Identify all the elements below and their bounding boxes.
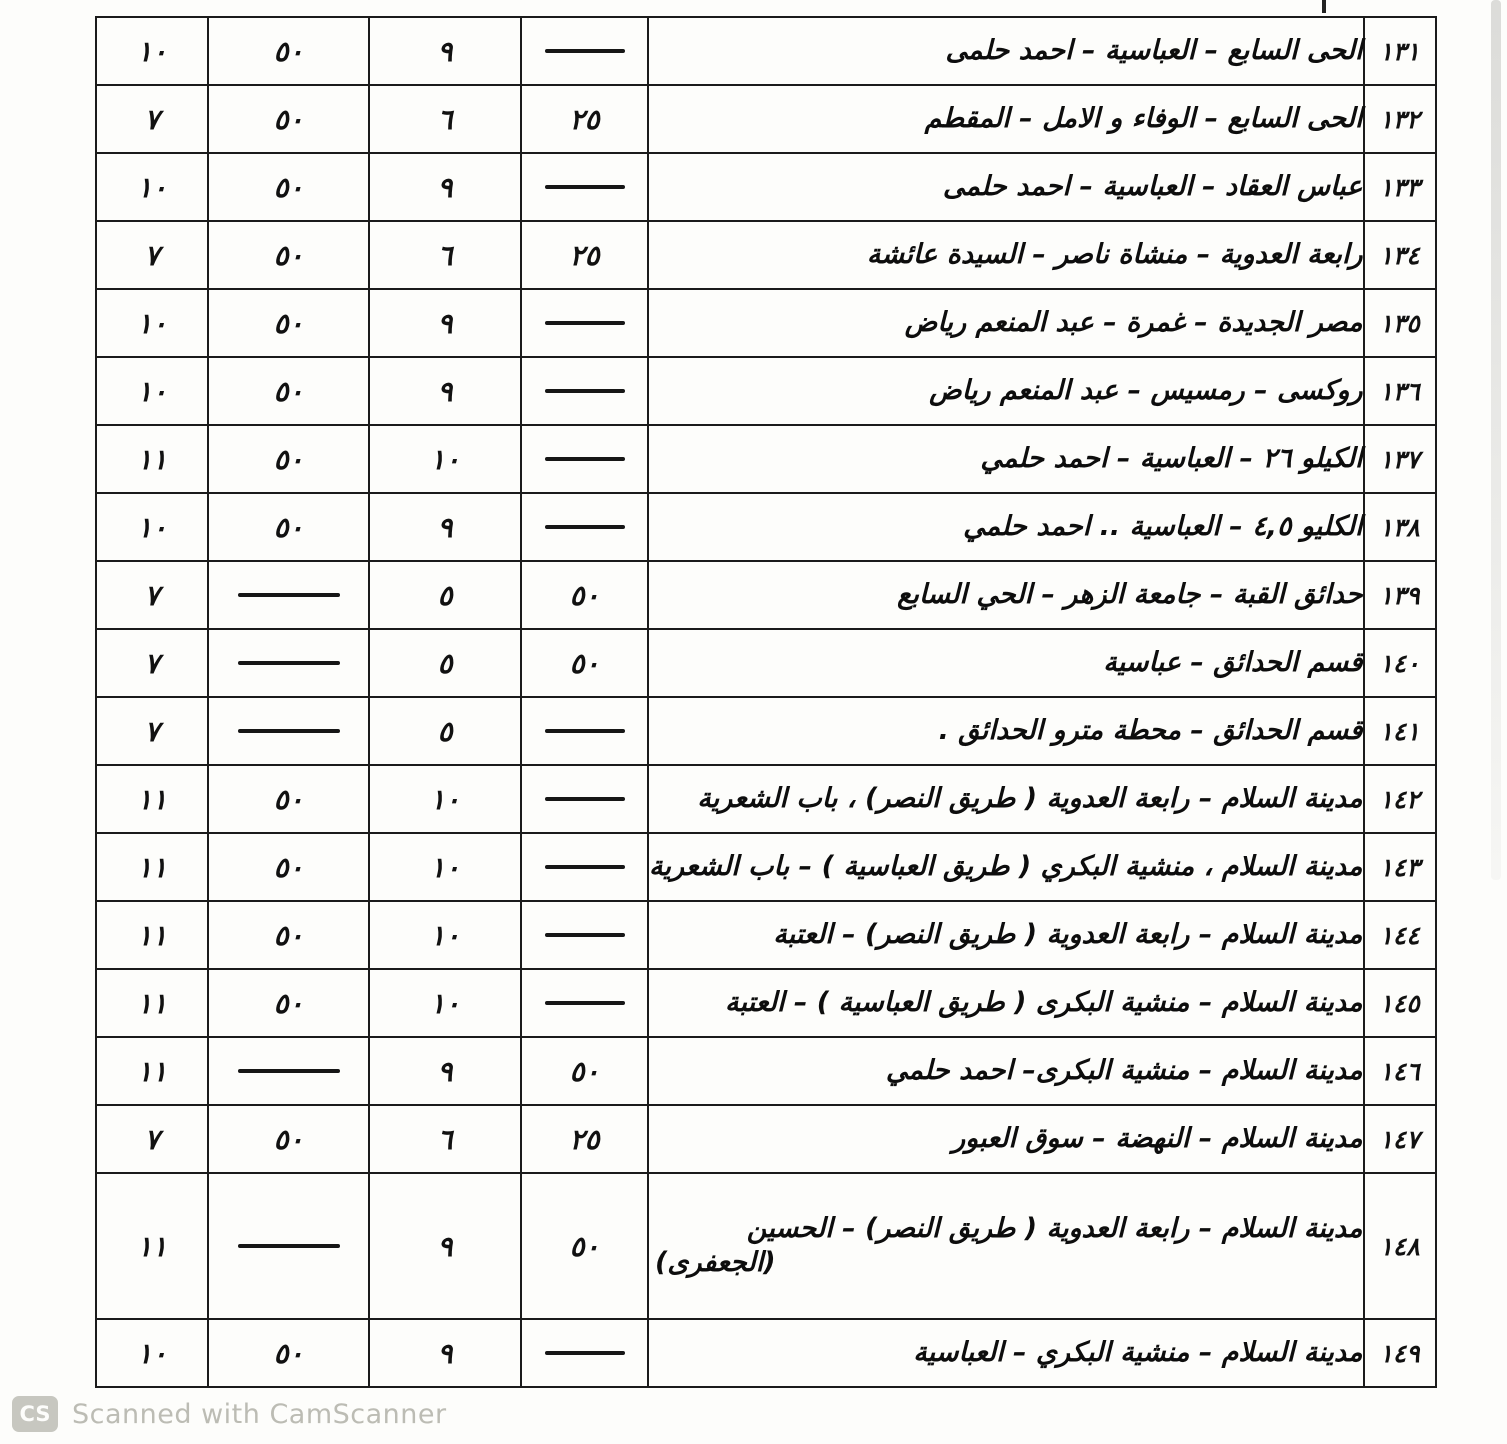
fare-cell	[369, 629, 521, 697]
route-number-cell	[1364, 697, 1436, 765]
fare-value: ٥٠	[273, 986, 304, 1020]
route-number-cell	[1364, 289, 1436, 357]
route-number-cell	[1364, 1173, 1436, 1319]
fare-value: ١٠	[136, 1336, 168, 1370]
dash-mark	[545, 797, 625, 801]
fare-value: ٧	[144, 714, 160, 748]
fare-cell	[521, 765, 648, 833]
fare-cell	[96, 1105, 208, 1173]
route-description-cell	[648, 629, 1364, 697]
fare-cell	[96, 629, 208, 697]
fare-cell	[96, 425, 208, 493]
route-number: ١٤٢	[1379, 784, 1420, 814]
fare-cell	[521, 697, 648, 765]
fare-value: ٥٠	[273, 170, 304, 204]
fare-value: ٥٠	[273, 782, 304, 816]
fare-cell	[96, 85, 208, 153]
route-number-cell	[1364, 901, 1436, 969]
fare-value: ١١	[136, 918, 168, 952]
fare-value: ٩	[437, 510, 453, 544]
fare-cell	[208, 697, 369, 765]
route-description-cell	[648, 17, 1364, 85]
route-description: مدينة السلام – رابعة العدوية ( طريق النصر) – العتبة	[773, 919, 1363, 951]
dash-mark	[238, 593, 340, 597]
route-description-cell	[648, 1037, 1364, 1105]
route-description-cell	[648, 1105, 1364, 1173]
fare-value: ٥٠	[273, 34, 304, 68]
route-description: مدينة السلام ، منشية البكري ( طريق العباسية ) – باب الشعرية	[649, 851, 1363, 883]
fare-value: ٥٠	[273, 850, 304, 884]
fare-value: ١٠	[429, 986, 461, 1020]
fare-cell	[208, 1173, 369, 1319]
dash-mark	[238, 1244, 340, 1248]
fare-cell	[208, 969, 369, 1037]
route-number: ١٤٥	[1379, 988, 1420, 1018]
route-description-cell	[648, 221, 1364, 289]
dash-mark	[545, 1001, 625, 1005]
fare-cell	[208, 765, 369, 833]
fare-value: ١٠	[136, 34, 168, 68]
route-description: مدينة السلام – رابعة العدوية ( طريق النصر) ، باب الشعرية	[697, 783, 1363, 815]
fare-cell	[521, 561, 648, 629]
route-number: ١٣٥	[1379, 308, 1420, 338]
fare-cell	[96, 1173, 208, 1319]
fare-cell	[96, 561, 208, 629]
route-description-cell	[648, 969, 1364, 1037]
fare-cell	[369, 1319, 521, 1387]
route-row	[96, 1105, 1436, 1173]
route-row	[96, 1173, 1436, 1319]
fare-cell	[208, 221, 369, 289]
route-number: ١٣٨	[1379, 512, 1420, 542]
fare-value: ٥٠	[273, 442, 304, 476]
route-number-cell	[1364, 493, 1436, 561]
fare-cell	[521, 1173, 648, 1319]
fare-value: ٩	[437, 1336, 453, 1370]
fare-cell	[208, 493, 369, 561]
fare-cell	[96, 17, 208, 85]
bus-routes-table	[95, 16, 1437, 1388]
fare-value: ٥	[437, 646, 453, 680]
fare-cell	[369, 969, 521, 1037]
dash-mark	[545, 321, 625, 325]
fare-value: ٧	[144, 578, 160, 612]
route-number: ١٣٢	[1379, 104, 1420, 134]
fare-cell	[369, 901, 521, 969]
dash-mark	[545, 49, 625, 53]
fare-value: ٢٥	[569, 1122, 600, 1156]
fare-value: ٩	[437, 34, 453, 68]
fare-value: ٧	[144, 646, 160, 680]
fare-value: ٢٥	[569, 102, 600, 136]
route-row	[96, 289, 1436, 357]
route-number-cell	[1364, 561, 1436, 629]
fare-value: ١٠	[136, 374, 168, 408]
dash-mark	[238, 1069, 340, 1073]
fare-value: ٩	[437, 170, 453, 204]
route-description-cell	[648, 493, 1364, 561]
fare-cell	[208, 85, 369, 153]
route-description: عباس العقاد – العباسية – احمد حلمى	[942, 171, 1363, 203]
route-description: مصر الجديدة – غمرة – عبد المنعم رياض	[904, 307, 1363, 339]
fare-cell	[369, 85, 521, 153]
fare-cell	[96, 901, 208, 969]
route-number-cell	[1364, 969, 1436, 1037]
route-number: ١٣٦	[1379, 376, 1420, 406]
camscanner-watermark	[12, 1396, 447, 1432]
fare-cell	[369, 561, 521, 629]
fare-cell	[208, 629, 369, 697]
fare-cell	[521, 833, 648, 901]
route-description: الكيلو ٢٦ – العباسية – احمد حلمي	[980, 443, 1363, 475]
fare-value: ٥٠	[569, 1054, 600, 1088]
fare-cell	[369, 1105, 521, 1173]
fare-value: ١٠	[429, 918, 461, 952]
fare-value: ٢٥	[569, 238, 600, 272]
route-number-cell	[1364, 629, 1436, 697]
route-description-cell	[648, 765, 1364, 833]
fare-value: ٥٠	[273, 306, 304, 340]
fare-value: ٩	[437, 374, 453, 408]
fare-value: ٥	[437, 578, 453, 612]
fare-value: ٥٠	[569, 646, 600, 680]
route-number: ١٤٩	[1379, 1338, 1420, 1368]
fare-cell	[521, 969, 648, 1037]
fare-cell	[521, 493, 648, 561]
fare-value: ١١	[136, 442, 168, 476]
fare-cell	[369, 1037, 521, 1105]
fare-cell	[96, 153, 208, 221]
route-description: الكليو ٤,٥ – العباسية .. احمد حلمي	[963, 511, 1363, 543]
fare-cell	[208, 153, 369, 221]
fare-cell	[369, 1173, 521, 1319]
fare-cell	[521, 629, 648, 697]
route-description-cell	[648, 1173, 1364, 1319]
route-number: ١٣٣	[1379, 172, 1420, 202]
route-row	[96, 697, 1436, 765]
fare-value: ١٠	[429, 850, 461, 884]
fare-value: ٩	[437, 306, 453, 340]
fare-cell	[521, 901, 648, 969]
fare-cell	[521, 153, 648, 221]
dash-mark	[545, 457, 625, 461]
fare-value: ١٠	[429, 442, 461, 476]
route-number: ١٤٧	[1379, 1124, 1420, 1154]
route-row	[96, 153, 1436, 221]
fare-cell	[208, 289, 369, 357]
route-number: ١٣٤	[1379, 240, 1420, 270]
fare-cell	[369, 357, 521, 425]
fare-value: ١٠	[429, 782, 461, 816]
fare-cell	[208, 901, 369, 969]
route-number: ١٣٩	[1379, 580, 1420, 610]
route-description: قسم الحدائق – محطة مترو الحدائق .	[938, 715, 1363, 747]
route-description: مدينة السلام – منشية البكري – العباسية	[913, 1337, 1363, 1369]
fare-value: ٧	[144, 102, 160, 136]
route-row	[96, 1319, 1436, 1387]
dash-mark	[545, 1351, 625, 1355]
fare-cell	[96, 969, 208, 1037]
fare-cell	[369, 289, 521, 357]
route-number-cell	[1364, 221, 1436, 289]
route-row	[96, 493, 1436, 561]
route-row	[96, 765, 1436, 833]
route-row	[96, 357, 1436, 425]
fare-cell	[208, 1319, 369, 1387]
route-number: ١٤٤	[1379, 920, 1420, 950]
fare-value: ٥٠	[273, 918, 304, 952]
fare-value: ٧	[144, 1122, 160, 1156]
route-number-cell	[1364, 1319, 1436, 1387]
route-description-cell	[648, 697, 1364, 765]
fare-value: ٧	[144, 238, 160, 272]
fare-cell	[521, 221, 648, 289]
fare-value: ١١	[136, 1054, 168, 1088]
route-row	[96, 17, 1436, 85]
route-description: مدينة السلام – النهضة – سوق العبور	[952, 1123, 1363, 1155]
fare-cell	[208, 833, 369, 901]
route-number: ١٤١	[1379, 716, 1420, 746]
dash-mark	[545, 185, 625, 189]
fare-value: ٩	[437, 1054, 453, 1088]
fare-cell	[521, 1105, 648, 1173]
route-number-cell	[1364, 833, 1436, 901]
route-description-cell	[648, 85, 1364, 153]
fare-value: ٥٠	[273, 102, 304, 136]
fare-cell	[369, 221, 521, 289]
route-number-cell	[1364, 1037, 1436, 1105]
fare-cell	[521, 289, 648, 357]
fare-value: ٥٠	[273, 374, 304, 408]
route-number: ١٤٨	[1379, 1231, 1420, 1261]
dash-mark	[545, 525, 625, 529]
fare-cell	[521, 17, 648, 85]
fare-value: ١٠	[136, 306, 168, 340]
cropped-row-mark	[1322, 0, 1326, 13]
fare-cell	[369, 17, 521, 85]
route-row	[96, 629, 1436, 697]
route-row	[96, 901, 1436, 969]
route-description-cell	[648, 425, 1364, 493]
route-description-cell	[648, 901, 1364, 969]
fare-cell	[208, 425, 369, 493]
route-description: رابعة العدوية – منشاة ناصر – السيدة عائشة	[866, 239, 1363, 271]
route-description-cell	[648, 561, 1364, 629]
route-row	[96, 425, 1436, 493]
fare-cell	[96, 833, 208, 901]
fare-value: ١١	[136, 850, 168, 884]
fare-cell	[521, 357, 648, 425]
route-description-continuation: (الجعفرى)	[655, 1247, 776, 1279]
route-description-cell	[648, 1319, 1364, 1387]
dash-mark	[545, 389, 625, 393]
fare-value: ٩	[437, 1229, 453, 1263]
route-description: قسم الحدائق – عباسية	[1103, 647, 1363, 679]
fare-value: ٥٠	[569, 578, 600, 612]
scan-edge-shadow	[1491, 0, 1501, 880]
fare-cell	[521, 1319, 648, 1387]
fare-cell	[208, 357, 369, 425]
fare-value: ٦	[437, 238, 453, 272]
fare-value: ٥	[437, 714, 453, 748]
fare-value: ١١	[136, 782, 168, 816]
dash-mark	[545, 865, 625, 869]
dash-mark	[545, 729, 625, 733]
route-description: الحى السابع – العباسية – احمد حلمى	[945, 35, 1363, 67]
fare-cell	[521, 425, 648, 493]
fare-cell	[369, 493, 521, 561]
fare-value: ١٠	[136, 510, 168, 544]
route-row	[96, 221, 1436, 289]
route-number: ١٤٠	[1379, 648, 1420, 678]
fare-cell	[208, 561, 369, 629]
route-description: الحى السابع – الوفاء و الامل – المقطم	[924, 103, 1363, 135]
route-number: ١٣٧	[1379, 444, 1420, 474]
route-number-cell	[1364, 153, 1436, 221]
route-number-cell	[1364, 17, 1436, 85]
route-description: مدينة السلام – رابعة العدوية ( طريق النصر) – الحسين	[746, 1212, 1363, 1244]
fare-cell	[96, 765, 208, 833]
camscanner-icon	[12, 1396, 58, 1432]
fare-value: ٥٠	[569, 1229, 600, 1263]
route-row	[96, 85, 1436, 153]
route-description-cell	[648, 357, 1364, 425]
route-description-cell	[648, 153, 1364, 221]
route-number: ١٤٣	[1379, 852, 1420, 882]
route-row	[96, 561, 1436, 629]
fare-value: ١١	[136, 986, 168, 1020]
route-description: حدائق القبة – جامعة الزهر – الحي السابع	[897, 579, 1363, 611]
route-row	[96, 833, 1436, 901]
fare-value: ٦	[437, 102, 453, 136]
route-description: مدينة السلام – منشية البكرى– احمد حلمي	[885, 1055, 1363, 1087]
dash-mark	[545, 933, 625, 937]
fare-value: ٥٠	[273, 1122, 304, 1156]
fare-cell	[208, 17, 369, 85]
route-number-cell	[1364, 357, 1436, 425]
fare-cell	[208, 1037, 369, 1105]
watermark-text: Scanned with CamScanner	[72, 1398, 447, 1430]
route-description-cell	[648, 289, 1364, 357]
fare-cell	[96, 357, 208, 425]
route-number: ١٤٦	[1379, 1056, 1420, 1086]
fare-cell	[96, 697, 208, 765]
fare-cell	[96, 221, 208, 289]
fare-cell	[369, 833, 521, 901]
fare-value: ١١	[136, 1229, 168, 1263]
fare-cell	[96, 493, 208, 561]
fare-value: ٥٠	[273, 510, 304, 544]
route-description-cell	[648, 833, 1364, 901]
fare-cell	[521, 1037, 648, 1105]
route-row	[96, 969, 1436, 1037]
route-number-cell	[1364, 85, 1436, 153]
fare-cell	[96, 1319, 208, 1387]
fare-value: ٦	[437, 1122, 453, 1156]
route-description: روكسى – رمسيس – عبد المنعم رياض	[929, 375, 1363, 407]
fare-cell	[96, 1037, 208, 1105]
route-number-cell	[1364, 765, 1436, 833]
fare-cell	[369, 153, 521, 221]
dash-mark	[238, 729, 340, 733]
fare-value: ١٠	[136, 170, 168, 204]
fare-cell	[96, 289, 208, 357]
fare-cell	[369, 765, 521, 833]
route-number-cell	[1364, 425, 1436, 493]
fare-cell	[208, 1105, 369, 1173]
fare-value: ٥٠	[273, 238, 304, 272]
fare-cell	[369, 425, 521, 493]
fare-cell	[521, 85, 648, 153]
fare-cell	[369, 697, 521, 765]
dash-mark	[238, 661, 340, 665]
route-row	[96, 1037, 1436, 1105]
camscanner-icon-label: CS	[19, 1402, 51, 1426]
route-description: مدينة السلام – منشية البكرى ( طريق العباسية ) – العتبة	[724, 987, 1363, 1019]
fare-value: ٥٠	[273, 1336, 304, 1370]
route-number-cell	[1364, 1105, 1436, 1173]
route-number: ١٣١	[1379, 36, 1420, 66]
